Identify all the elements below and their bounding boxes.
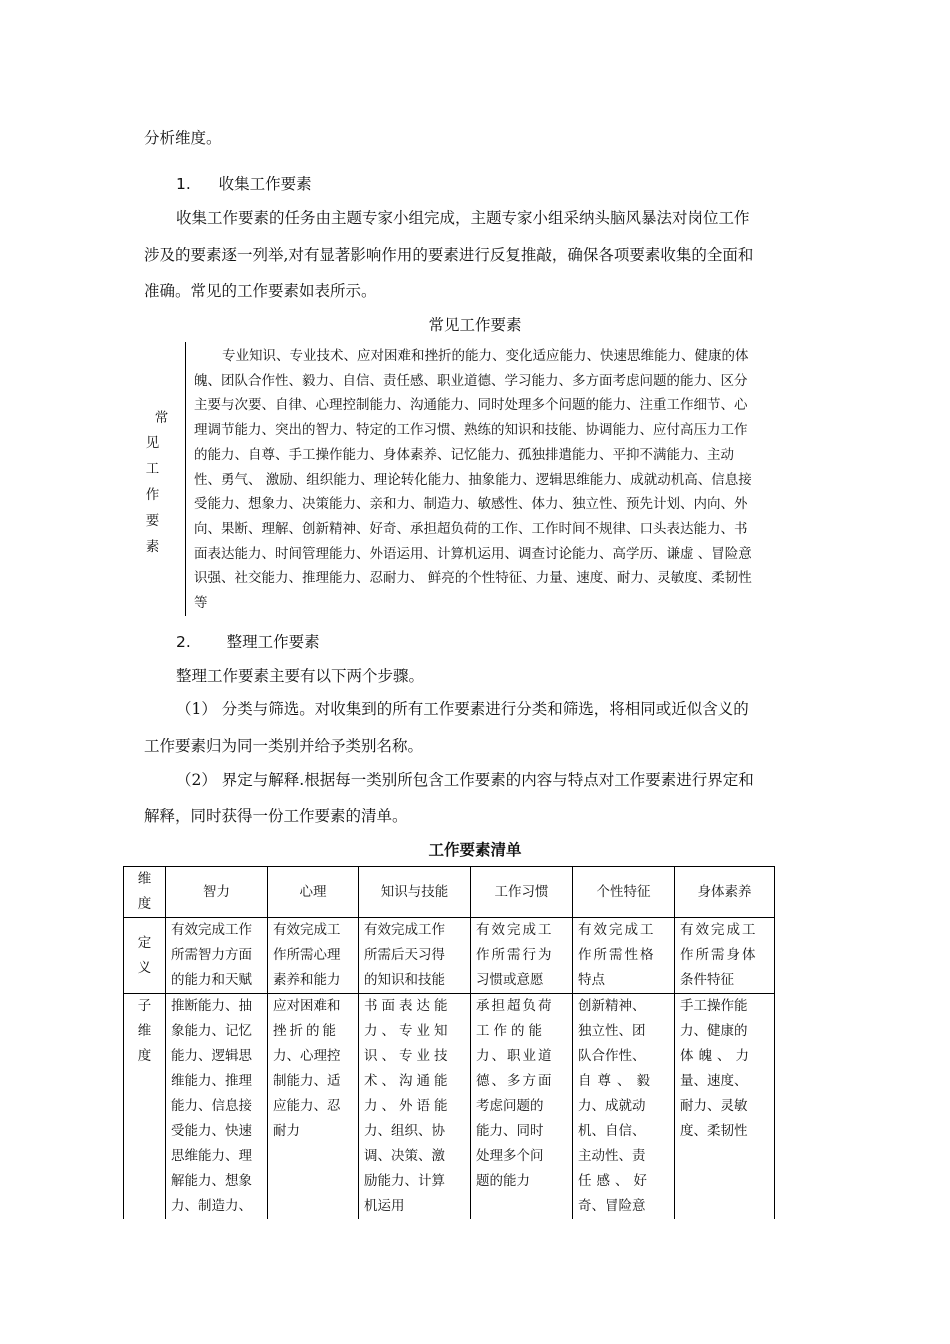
cell-line: 条件特征 (680, 972, 734, 988)
side-label-char: 要 (145, 513, 160, 529)
cell-line: 手工操作能 (680, 998, 748, 1014)
cell-line: 素养和能力 (273, 972, 341, 988)
row-label-line: 定 (137, 934, 152, 951)
column-header: 知识与技能 (359, 867, 471, 918)
cell-line: 作所需性格 (578, 947, 656, 963)
cell-line: 调、决策、激 (364, 1148, 445, 1164)
elements-line: 理调节能力、突出的智力、特定的工作习惯、熟练的知识和技能、协调能力、应付高压力工作 (194, 422, 748, 439)
elements-list (194, 344, 794, 616)
cell-line: 机运用 (364, 1198, 405, 1214)
cell-line: 德、多方面 (476, 1073, 554, 1089)
definition-cell (675, 918, 775, 994)
cell-line: 维能力、推理 (171, 1073, 252, 1089)
elements-line: 的能力、自尊、手工操作能力、身体素养、记忆能力、孤独排遣能力、平抑不满能力、主动 (194, 446, 734, 463)
elements-line: 等 (194, 595, 208, 612)
section1-para-line-3: 准确。常见的工作要素如表所示。 (144, 282, 377, 300)
cell-line: 有效完成工 (578, 922, 656, 938)
cell-line: 耐力 (273, 1123, 300, 1139)
cell-line: 力、制造力、 (171, 1198, 252, 1214)
step1-line-2: 工作要素归为同一类别并给予类别名称。 (144, 737, 424, 755)
subdimension-cell (471, 994, 573, 1220)
column-header: 心理 (268, 867, 359, 918)
section1-number: 1. (176, 175, 191, 193)
side-label-char: 素 (145, 539, 160, 555)
cell-line: 工作的能 (476, 1023, 546, 1039)
cell-line: 度、柔韧性 (680, 1123, 748, 1139)
section2-number: 2. (176, 633, 191, 651)
cell-line: 术、沟通能 (364, 1073, 452, 1089)
cell-line: 有效完成工作 (171, 922, 252, 938)
row-label-line: 义 (137, 959, 152, 976)
side-label-char: 工 (145, 461, 160, 477)
cell-line: 制能力、适 (273, 1073, 341, 1089)
section1-title: 收集工作要素 (218, 175, 312, 193)
section1-para-line-2: 涉及的要素逐一列举,对有显著影响作用的要素进行反复推敲，确保各项要素收集的全面和 (144, 246, 754, 264)
cell-line: 力、职业道 (476, 1048, 554, 1064)
cell-line: 解能力、想象 (171, 1173, 252, 1189)
side-label-char: 见 (145, 435, 160, 451)
step2-line-1: （2） 界定与解释.根据每一类别所包含工作要素的内容与特点对工作要素进行界定和 (176, 771, 754, 789)
section2-title: 整理工作要素 (226, 633, 320, 651)
elements-line: 面表达能力、时间管理能力、外语运用、计算机运用、调查讨论能力、高学历、谦虚 、冒险意 (194, 545, 752, 562)
cell-line: 习惯或意愿 (476, 972, 544, 988)
cell-line: 承担超负荷 (476, 998, 554, 1014)
definition-cell (573, 918, 675, 994)
subdimension-cell (268, 994, 359, 1220)
column-header: 身体素养 (675, 867, 775, 918)
elements-line: 向、果断、理解、创新精神、好奇、承担超负荷的工作、工作时间不规律、口头表达能力、书 (194, 520, 748, 537)
definition-cell (166, 918, 268, 994)
cell-line: 力、专业知 (364, 1023, 452, 1039)
cell-line: 作所需心理 (273, 947, 341, 963)
cell-line: 力、成就动 (578, 1098, 646, 1114)
cell-line: 体魄、力 (680, 1048, 754, 1064)
definition-cell (471, 918, 573, 994)
definition-cell (359, 918, 471, 994)
elements-divider (185, 342, 186, 616)
cell-line: 力、外语能 (364, 1098, 452, 1114)
subdimension-cell (675, 994, 775, 1220)
cell-line: 思维能力、理 (171, 1148, 252, 1164)
cell-line: 处理多个问 (476, 1148, 544, 1164)
cell-line: 应能力、忍 (273, 1098, 341, 1114)
definition-cell (268, 918, 359, 994)
common-elements-box (138, 340, 798, 618)
cell-line: 能力、信息接 (171, 1098, 252, 1114)
column-header: 智力 (166, 867, 268, 918)
table-header-row (124, 867, 775, 918)
cell-line: 能力、同时 (476, 1123, 544, 1139)
cell-line: 自尊、毅 (578, 1073, 656, 1089)
definition-label (124, 918, 166, 994)
cell-line: 的知识和技能 (364, 972, 445, 988)
cell-line: 受能力、快速 (171, 1123, 252, 1139)
cell-line: 有效完成工 (476, 922, 554, 938)
subdimension-label (124, 994, 166, 1220)
row-label-line: 子 (137, 998, 152, 1014)
cell-line: 作所需身体 (680, 947, 758, 963)
cell-line: 量、速度、 (680, 1073, 748, 1089)
corner-cell (124, 867, 166, 918)
cell-line: 推断能力、抽 (171, 998, 252, 1014)
cell-line: 有效完成工作 (364, 922, 445, 938)
cell-line: 耐力、灵敏 (680, 1098, 748, 1114)
row-label-line: 维 (137, 1023, 152, 1039)
elements-line: 受能力、想象力、决策能力、亲和力、制造力、敏感性、体力、独立性、预先计划、内向、外 (194, 496, 748, 513)
cell-line: 有效完成工 (680, 922, 758, 938)
row-label-line: 度 (137, 1048, 152, 1064)
subdimension-row (124, 994, 775, 1220)
cell-line: 机、自信、 (578, 1123, 646, 1139)
elements-line: 性、勇气、 激励、组织能力、理论转化能力、抽象能力、逻辑思维能力、成就动机高、信息接 (194, 471, 752, 488)
section2-intro: 整理工作要素主要有以下两个步骤。 (176, 667, 425, 685)
step2-line-2: 解释，同时获得一份工作要素的清单。 (144, 807, 408, 825)
side-label-char: 常 (154, 410, 169, 426)
subdimension-cell (166, 994, 268, 1220)
cell-line: 所需后天习得 (364, 947, 445, 963)
cell-line: 队合作性、 (578, 1048, 646, 1064)
side-label-char: 作 (145, 487, 160, 503)
section1-heading (176, 172, 312, 194)
corner-label-line: 度 (137, 896, 152, 912)
cell-line: 力、组织、协 (364, 1123, 445, 1139)
cell-line: 书面表达能 (364, 998, 452, 1014)
work-elements-table (123, 866, 775, 1219)
cell-line: 奇、冒险意 (578, 1198, 646, 1214)
cell-line: 独立性、团 (578, 1023, 646, 1039)
cell-line: 励能力、计算 (364, 1173, 445, 1189)
elements-line: 专业知识、专业技术、应对困难和挫折的能力、变化适应能力、快速思维能力、健康的体 (222, 348, 749, 364)
table-caption: 工作要素清单 (428, 841, 522, 859)
cell-line: 象能力、记忆 (171, 1023, 252, 1039)
column-header: 个性特征 (573, 867, 675, 918)
column-header: 工作习惯 (471, 867, 573, 918)
elements-line: 主要与次要、自律、心理控制能力、沟通能力、同时处理多个问题的能力、注重工作细节、心 (194, 397, 748, 414)
elements-line: 识强、社交能力、推理能力、忍耐力、 鲜亮的个性特征、力量、速度、耐力、灵敏度、柔韧性 (194, 570, 752, 587)
subdimension-cell (573, 994, 675, 1220)
intro-tail-text: 分析维度。 (144, 129, 222, 147)
cell-line: 题的能力 (476, 1173, 530, 1189)
cell-line: 挫折的能 (273, 1023, 339, 1039)
cell-line: 力、健康的 (680, 1023, 748, 1039)
cell-line: 力、心理控 (273, 1048, 341, 1064)
cell-line: 能力、逻辑思 (171, 1048, 252, 1064)
section2-heading (176, 630, 320, 652)
elements-caption: 常见工作要素 (428, 316, 522, 334)
elements-line: 魄、团队合作性、毅力、自信、责任感、职业道德、学习能力、多方面考虑问题的能力、区分 (194, 372, 748, 389)
definition-row (124, 918, 775, 994)
cell-line: 有效完成工 (273, 922, 341, 938)
cell-line: 考虑问题的 (476, 1098, 544, 1114)
subdimension-cell (359, 994, 471, 1220)
cell-line: 作所需行为 (476, 947, 554, 963)
step1-line-1: （1） 分类与筛选。对收集到的所有工作要素进行分类和筛选，将相同或近似含义的 (176, 700, 749, 718)
cell-line: 主动性、责 (578, 1148, 646, 1164)
cell-line: 应对困难和 (273, 998, 341, 1014)
corner-label-line: 维 (137, 871, 152, 887)
cell-line: 任感、好 (578, 1173, 652, 1189)
cell-line: 所需智力方面 (171, 947, 252, 963)
elements-side-label (138, 340, 185, 618)
cell-line: 创新精神、 (578, 998, 646, 1014)
cell-line: 的能力和天赋 (171, 972, 252, 988)
section1-para-line-1: 收集工作要素的任务由主题专家小组完成，主题专家小组采纳头脑风暴法对岗位工作 (176, 209, 750, 227)
cell-line: 特点 (578, 972, 605, 988)
cell-line: 识、专业技 (364, 1048, 452, 1064)
